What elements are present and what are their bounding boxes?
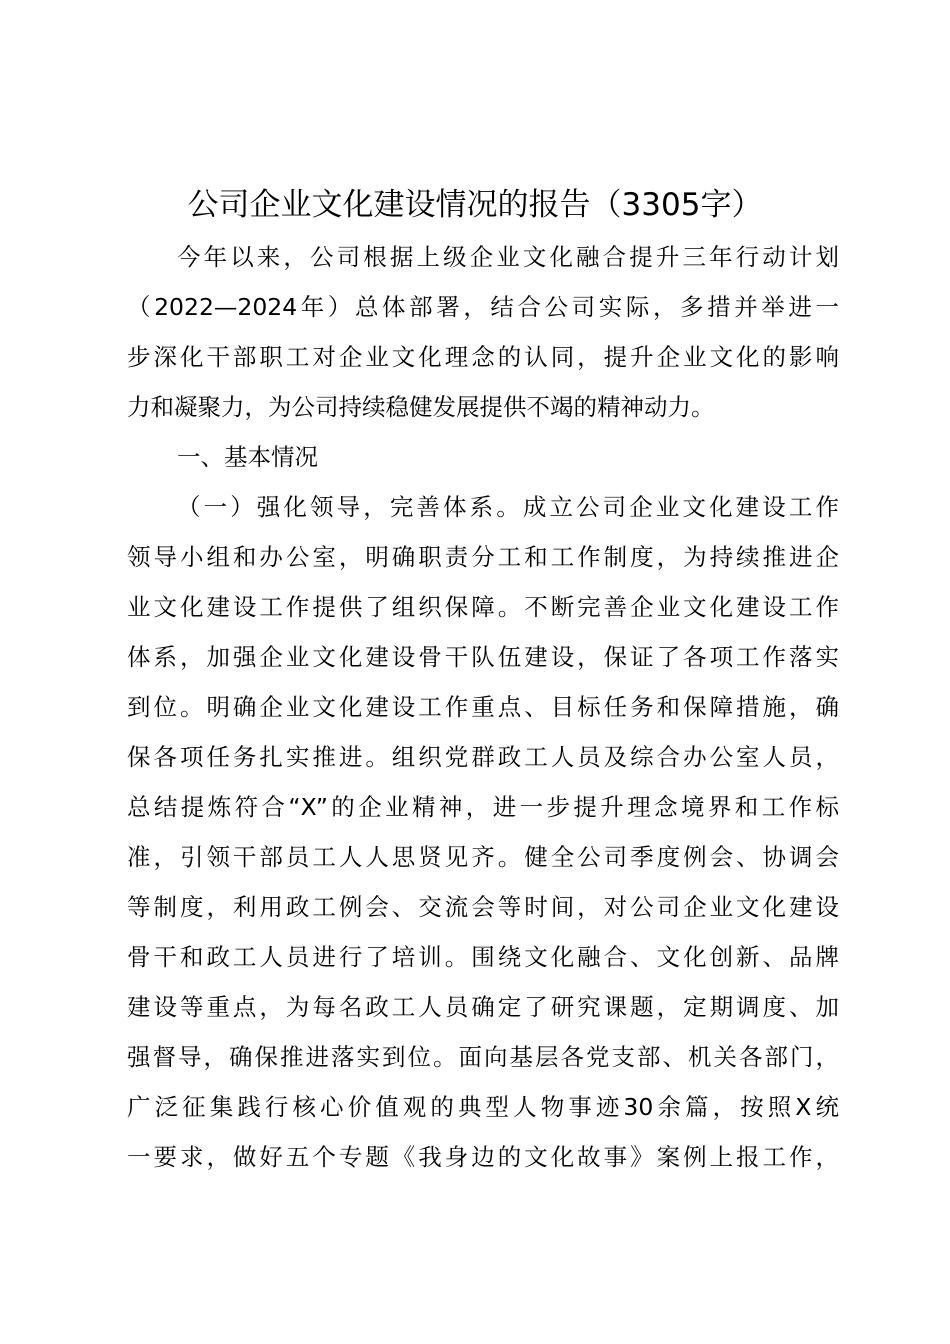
paragraph-line: 总结提炼符合“X”的企业精神，进一步提升理念境界和工作标: [127, 793, 839, 821]
paragraph-line: 准，引领干部员工人人思贤见齐。健全公司季度例会、协调会: [127, 843, 839, 871]
paragraph-line: 力和凝聚力，为公司持续稳健发展提供不竭的精神动力。: [127, 393, 715, 421]
paragraph-line: 步深化干部职工对企业文化理念的认同，提升企业文化的影响: [127, 343, 839, 371]
paragraph-line: （2022—2024年）总体部署，结合公司实际，多措并举进一: [127, 293, 839, 321]
paragraph-line: 一要求，做好五个专题《我身边的文化故事》案例上报工作，: [127, 1143, 839, 1171]
section-heading: 一、基本情况: [177, 443, 318, 471]
paragraph-line: 广泛征集践行核心价值观的典型人物事迹30余篇，按照X统: [127, 1093, 839, 1121]
document-title: 公司企业文化建设情况的报告（3305字）: [187, 187, 763, 223]
paragraph-line: 今年以来，公司根据上级企业文化融合提升三年行动计划: [177, 243, 839, 271]
paragraph-line: 强督导，确保推进落实到位。面向基层各党支部、机关各部门，: [127, 1043, 839, 1071]
paragraph-line: 到位。明确企业文化建设工作重点、目标任务和保障措施，确: [127, 693, 839, 721]
paragraph-line: （一）强化领导，完善体系。成立公司企业文化建设工作: [177, 493, 839, 521]
paragraph-line: 体系，加强企业文化建设骨干队伍建设，保证了各项工作落实: [127, 643, 839, 671]
paragraph-line: 业文化建设工作提供了组织保障。不断完善企业文化建设工作: [127, 593, 839, 621]
paragraph-line: 建设等重点，为每名政工人员确定了研究课题，定期调度、加: [127, 993, 839, 1021]
document-body: [127, 232, 839, 1182]
paragraph-line: 骨干和政工人员进行了培训。围绕文化融合、文化创新、品牌: [127, 943, 839, 971]
paragraph-line: 领导小组和办公室，明确职责分工和工作制度，为持续推进企: [127, 543, 839, 571]
paragraph-line: 等制度，利用政工例会、交流会等时间，对公司企业文化建设: [127, 893, 839, 921]
paragraph-line: 保各项任务扎实推进。组织党群政工人员及综合办公室人员，: [127, 743, 839, 771]
